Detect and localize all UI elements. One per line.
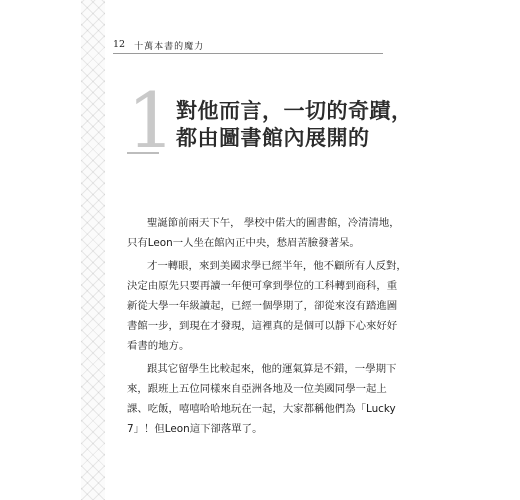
text-line: 課、吃飯，嘻嘻哈哈地玩在一起，大家都稱他們為「Lucky bbox=[127, 403, 396, 415]
decorative-margin-pattern bbox=[81, 0, 105, 500]
text-line: 決定由原先只要再讀一年便可拿到學位的工科轉到商科，重 bbox=[127, 280, 398, 292]
text-line: 書館一步，到現在才發現，這裡真的是個可以靜下心來好好 bbox=[127, 320, 398, 332]
body-text bbox=[127, 213, 407, 439]
text-line: 看書的地方。 bbox=[127, 340, 190, 352]
running-header bbox=[113, 39, 383, 54]
paragraph bbox=[127, 213, 400, 253]
text-line: 7」！但Leon這下卻落單了。 bbox=[127, 423, 263, 435]
paragraph bbox=[127, 256, 407, 356]
chapter-title bbox=[176, 98, 413, 152]
chapter-title-line: 對他而言，一切的奇蹟， bbox=[176, 99, 413, 123]
text-line: 聖誕節前兩天下午， 學校中偌大的圖書館，冷清清地， bbox=[147, 217, 400, 229]
text-line: 跟其它留學生比較起來，他的運氣算是不錯，一學期下 bbox=[147, 363, 397, 375]
text-line: 才一轉眼，來到美國求學已經半年，他不顧所有人反對， bbox=[147, 260, 407, 272]
paragraph bbox=[127, 359, 397, 439]
text-line: 來，跟班上五位同樣來自亞洲各地及一位美國同學一起上 bbox=[127, 383, 387, 395]
text-line: 只有Leon一人坐在館內正中央，愁眉苦臉發著呆。 bbox=[127, 237, 360, 249]
page-number: 12 bbox=[113, 39, 126, 50]
text-line: 新從大學一年級讀起，已經一個學期了，卻從來沒有踏進圖 bbox=[127, 300, 398, 312]
chapter-title-line: 都由圖書館內展開的 bbox=[176, 126, 370, 150]
book-title: 十萬本書的魔力 bbox=[134, 42, 205, 52]
chapter-number: 1 bbox=[127, 76, 176, 165]
chapter-number-underline bbox=[127, 152, 159, 154]
